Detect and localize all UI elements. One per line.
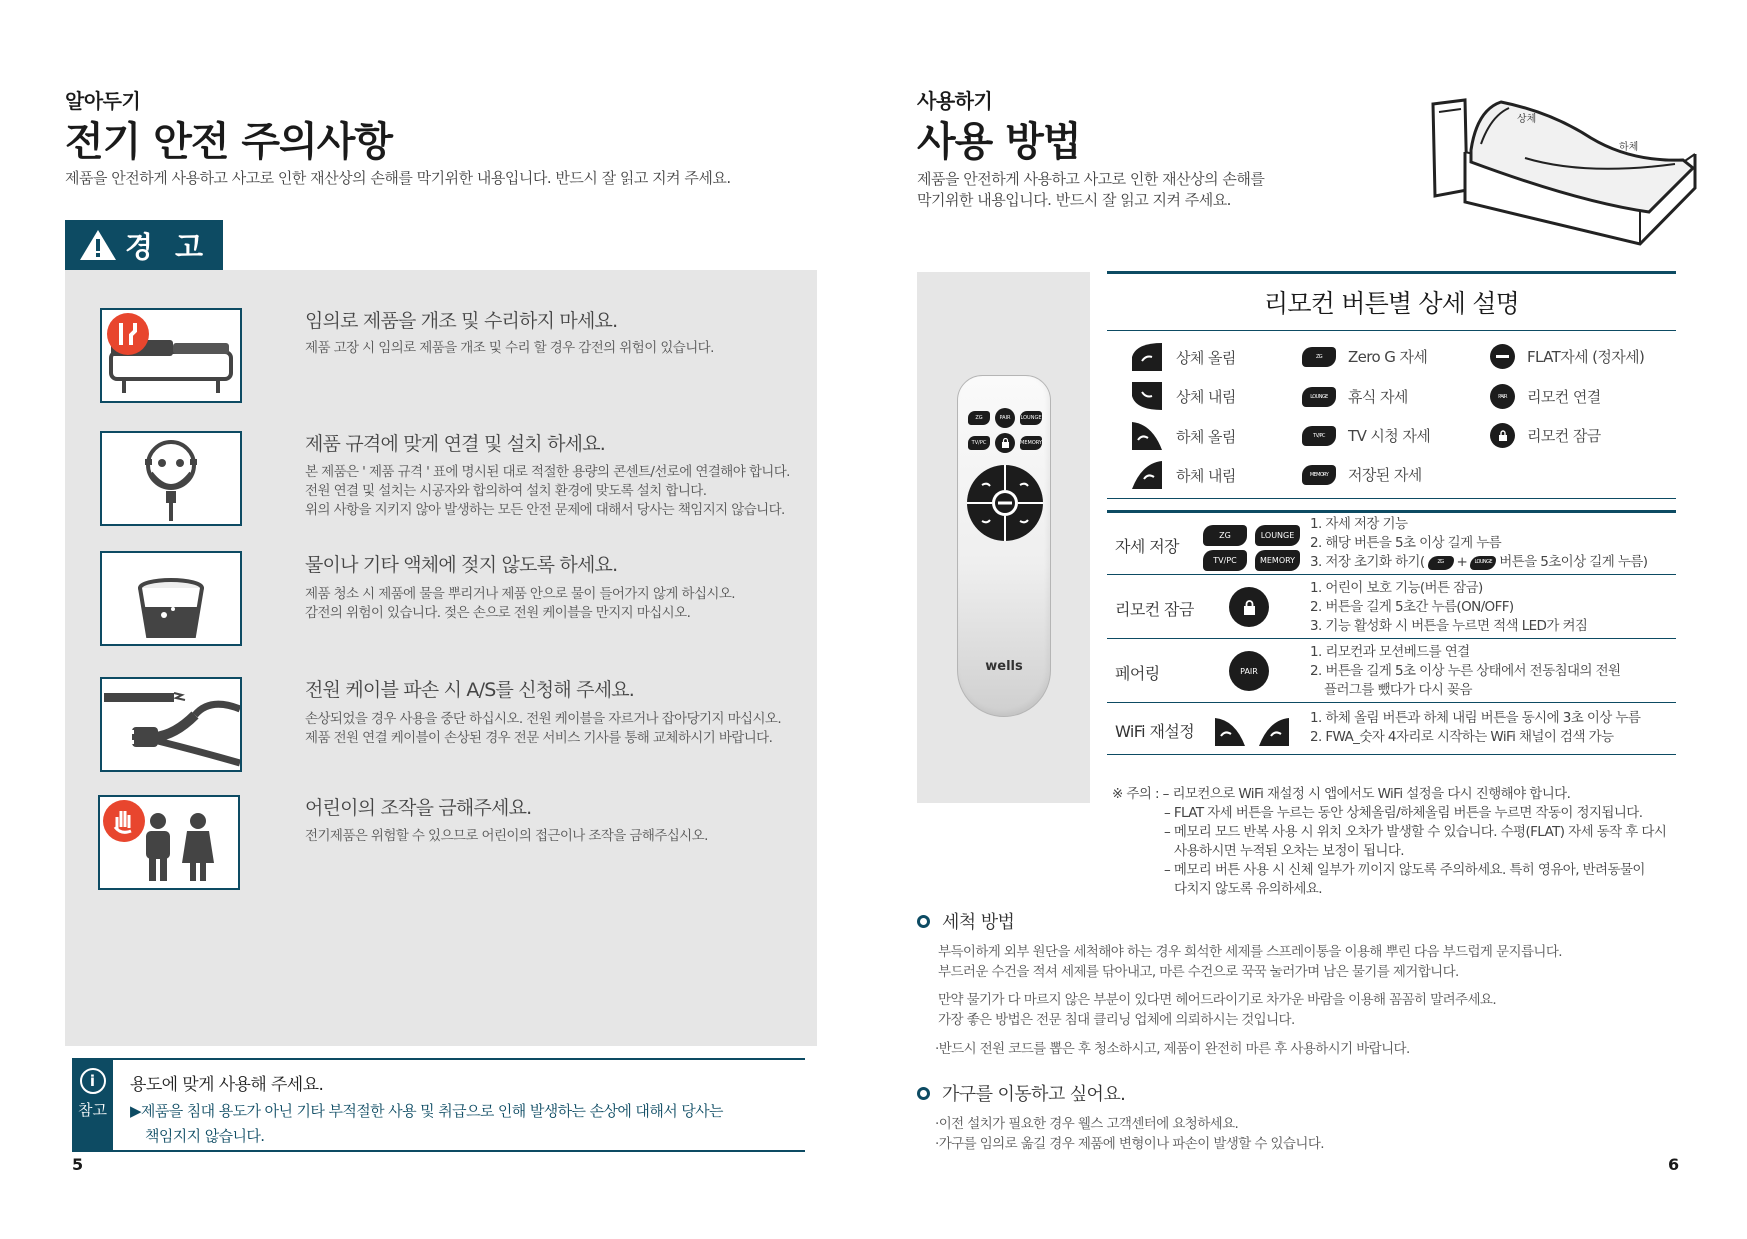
remote-brand: wells bbox=[985, 659, 1023, 674]
function-row bbox=[1107, 513, 1676, 575]
bed-label-lower: 하체 bbox=[1619, 142, 1639, 153]
no-children-icon bbox=[98, 795, 240, 890]
warning-body bbox=[305, 585, 805, 623]
warning-line: 전원 연결 및 설치는 시공자와 합의하여 설치 환경에 맞도록 설치 합니다. bbox=[305, 483, 707, 499]
warning-line: 전기제품은 위험할 수 있으므로 어린이의 접근이나 조작을 금해주십시오. bbox=[305, 828, 708, 844]
moving-line: ·가구를 임의로 옮길 경우 제품에 변형이나 파손이 발생할 수 있습니다. bbox=[935, 1136, 1324, 1152]
button-desc-item bbox=[1130, 341, 1236, 373]
warning-line: 제품 청소 시 제품에 물을 뿌리거나 제품 안으로 물이 들어가지 않게 하십시오. bbox=[305, 586, 735, 602]
remote-lock-button[interactable] bbox=[995, 433, 1015, 453]
plus-sign: + bbox=[1456, 554, 1468, 570]
section-label: 알아두기 bbox=[65, 89, 141, 113]
function-line: 2. 버튼을 길게 5초간 누름(ON/OFF) bbox=[1310, 599, 1514, 615]
zg-button-icon: ZG bbox=[1428, 556, 1454, 570]
page-title: 전기 안전 주의사항 bbox=[65, 119, 392, 165]
button-desc-label: Zero G 자세 bbox=[1348, 348, 1428, 366]
tvpc-button-icon: TV/PC bbox=[1302, 426, 1336, 446]
note-line: 책임지지 않습니다. bbox=[145, 1127, 265, 1145]
button-desc-item bbox=[1130, 380, 1236, 412]
function-description bbox=[1310, 515, 1647, 572]
section-label: 사용하기 bbox=[917, 89, 993, 113]
warning-line: 본 제품은 ' 제품 규격 ' 표에 명시된 대로 적절한 용량의 콘센트/선로에 연결해야 합니다. bbox=[305, 464, 790, 480]
lower-body-up-icon bbox=[1213, 716, 1247, 748]
warning-body bbox=[305, 339, 805, 358]
page-title: 사용 방법 bbox=[917, 119, 1081, 165]
button-desc-item bbox=[1130, 459, 1236, 491]
function-description bbox=[1310, 709, 1640, 747]
button-desc-item bbox=[1490, 384, 1601, 409]
button-desc-label: 하체 내림 bbox=[1176, 466, 1236, 485]
page-number: 5 bbox=[72, 1155, 84, 1174]
page-number: 6 bbox=[1668, 1155, 1680, 1174]
remote-pair-button[interactable]: PAIR bbox=[995, 408, 1015, 428]
moving-heading-text: 가구를 이동하고 싶어요. bbox=[942, 1084, 1126, 1105]
lounge-button-icon: LOUNGE bbox=[1302, 387, 1336, 407]
cleaning-line: 만약 물기가 다 마르지 않은 부분이 있다면 헤어드라이기로 차가운 바람을 이용해 꼼꼼히 말려주세요. bbox=[938, 992, 1497, 1008]
button-desc-label: 저장된 자세 bbox=[1348, 466, 1422, 484]
warning-line: 제품 전원 연결 케이블이 손상된 경우 전문 서비스 기사를 통해 교체하시기 바랍니다. bbox=[305, 730, 773, 746]
function-table bbox=[1107, 510, 1676, 755]
cleaning-line: 부드러운 수건을 적셔 세제를 닦아내고, 마른 수건으로 꾹꾹 눌러가며 남은 물기를 제거합니다. bbox=[938, 964, 1459, 980]
button-desc-item bbox=[1302, 425, 1430, 446]
function-line: 2. FWA_숫자 4자리로 시작하는 WiFi 채널이 검색 가능 bbox=[1310, 729, 1614, 745]
button-desc-label: 리모컨 연결 bbox=[1527, 388, 1601, 406]
warning-title: 전원 케이블 파손 시 A/S를 신청해 주세요. bbox=[305, 679, 635, 701]
note-line: ▶제품을 침대 용도가 아닌 기타 부적절한 사용 및 취급으로 인해 발생하는 손상에 대해서 당사는 bbox=[130, 1102, 723, 1120]
lower-body-up-icon bbox=[1130, 420, 1164, 452]
button-desc-label: 휴식 자세 bbox=[1348, 388, 1408, 406]
note-side-label: 참고 bbox=[78, 1101, 107, 1119]
remote-zg-button[interactable]: ZG bbox=[968, 411, 990, 425]
button-desc-item bbox=[1490, 344, 1644, 369]
note-body bbox=[130, 1099, 760, 1149]
warning-title: 어린이의 조작을 금해주세요. bbox=[305, 797, 532, 819]
flat-button-icon bbox=[1490, 344, 1515, 369]
remote-control bbox=[957, 375, 1051, 717]
table-title: 리모컨 버튼별 상세 설명 bbox=[1107, 271, 1676, 331]
remote-panel bbox=[917, 272, 1090, 803]
button-desc-label: 하체 올림 bbox=[1176, 427, 1236, 446]
function-description bbox=[1310, 643, 1620, 700]
lower-body-down-icon bbox=[1130, 459, 1164, 491]
warning-body bbox=[305, 463, 805, 520]
cleaning-note: ·반드시 전원 코드를 뽑은 후 청소하시고, 제품이 완전히 마른 후 사용하시기 바랍니다. bbox=[935, 1041, 1410, 1057]
no-disassembly-icon bbox=[100, 308, 242, 403]
function-label: 자세 저장 bbox=[1115, 537, 1179, 556]
damaged-cable-icon bbox=[100, 677, 242, 772]
button-desc-label: 상체 올림 bbox=[1176, 348, 1236, 367]
button-desc-label: 상체 내림 bbox=[1176, 387, 1236, 406]
cleaning-line: 부득이하게 외부 원단을 세척해야 하는 경우 희석한 세제를 스프레이통을 이용해 뿌린 다음 부드럽게 문지릅니다. bbox=[938, 944, 1562, 960]
button-desc-item bbox=[1302, 386, 1408, 407]
remote-dpad[interactable] bbox=[965, 463, 1045, 543]
cleaning-paragraph bbox=[938, 942, 1562, 982]
warning-title: 물이나 기타 액체에 젖지 않도록 하세요. bbox=[305, 554, 618, 576]
cleaning-heading-text: 세척 방법 bbox=[942, 912, 1015, 933]
lock-button-icon bbox=[1229, 587, 1269, 627]
function-line-text: 버튼을 5초이상 길게 누름) bbox=[1499, 554, 1648, 570]
caution-line: – FLAT 자세 버튼을 누르는 동안 상체올림/하체올림 버튼을 누르면 작동이 정지됩니다. bbox=[1164, 805, 1643, 821]
function-label: WiFi 재설정 bbox=[1115, 722, 1195, 741]
function-line: 3. 기능 활성화 시 버튼을 누르면 적색 LED가 켜짐 bbox=[1310, 618, 1588, 634]
warning-line: 감전의 위험이 있습니다. 젖은 손으로 전원 케이블을 만지지 마십시오. bbox=[305, 605, 691, 621]
reference-note bbox=[72, 1058, 805, 1152]
moving-heading bbox=[917, 1080, 1125, 1106]
caution-line: ※ 주의 : – 리모컨으로 WiFi 재설정 시 앱에서도 WiFi 설정을 다시 진행해야 합니다. bbox=[1112, 786, 1571, 802]
warning-body bbox=[305, 710, 805, 748]
memory-button-icon: MEMORY bbox=[1255, 550, 1300, 571]
function-line: 2. 해당 버튼을 5초 이상 길게 누름 bbox=[1310, 535, 1502, 551]
bullet-ring-icon bbox=[917, 915, 930, 928]
tvpc-button-icon: TV/PC bbox=[1203, 550, 1247, 571]
pair-button-icon: PAIR bbox=[1229, 651, 1269, 691]
warning-title: 제품 규격에 맞게 연결 및 설치 하세요. bbox=[305, 433, 605, 455]
cleaning-heading bbox=[917, 908, 1014, 934]
button-desc-item bbox=[1302, 346, 1427, 367]
caution-line: 사용하시면 누적된 오차는 보정이 됩니다. bbox=[1174, 843, 1404, 859]
pair-button-icon: PAIR bbox=[1490, 384, 1515, 409]
function-line: 1. 하체 올림 버튼과 하체 내림 버튼을 동시에 3초 이상 누름 bbox=[1310, 710, 1641, 726]
intro-text: 제품을 안전하게 사용하고 사고로 인한 재산상의 손해를 막기위한 내용입니다. 반드시 잘 읽고 지켜 주세요. bbox=[65, 169, 731, 187]
function-label: 리모컨 잠금 bbox=[1115, 600, 1194, 619]
cleaning-line: 가장 좋은 방법은 전문 침대 클리닝 업체에 의뢰하시는 것입니다. bbox=[938, 1012, 1295, 1028]
remote-lounge-button[interactable]: LOUNGE bbox=[1020, 411, 1042, 425]
button-desc-label: 리모컨 잠금 bbox=[1527, 427, 1601, 445]
lounge-button-icon: LOUNGE bbox=[1470, 556, 1496, 570]
lower-body-down-icon bbox=[1257, 716, 1291, 748]
warning-title: 임의로 제품을 개조 및 수리하지 마세요. bbox=[305, 310, 618, 332]
zg-button-icon: ZG bbox=[1203, 525, 1247, 546]
note-sidebar bbox=[72, 1060, 113, 1150]
function-row bbox=[1107, 575, 1676, 639]
intro-line: 막기위한 내용입니다. 반드시 잘 읽고 지켜 주세요. bbox=[917, 191, 1231, 209]
caution-notes bbox=[1112, 785, 1712, 899]
warning-tab bbox=[65, 220, 223, 270]
warning-label: 경 고 bbox=[124, 229, 210, 264]
button-desc-item bbox=[1130, 420, 1236, 452]
function-line: 1. 리모컨과 모션베드를 연결 bbox=[1310, 644, 1470, 660]
water-cup-icon bbox=[100, 551, 242, 646]
caution-line: – 메모리 모드 반복 사용 시 위치 오차가 발생할 수 있습니다. 수평(FLAT) 자세 동작 후 다시 bbox=[1164, 824, 1667, 840]
warning-body bbox=[305, 827, 805, 846]
moving-line: ·이전 설치가 필요한 경우 웰스 고객센터에 요청하세요. bbox=[935, 1116, 1239, 1132]
function-label: 페어링 bbox=[1115, 664, 1160, 683]
button-desc-item bbox=[1302, 464, 1422, 485]
button-desc-label: FLAT자세 (정자세) bbox=[1527, 348, 1645, 366]
motion-bed-illustration bbox=[1425, 92, 1705, 254]
caution-line: – 메모리 버튼 사용 시 신체 일부가 끼이지 않도록 주의하세요. 특히 영유아, 반려동물이 bbox=[1164, 862, 1645, 878]
function-line: 1. 어린이 보호 기능(버튼 잠금) bbox=[1310, 580, 1483, 596]
caution-line: 다치지 않도록 유의하세요. bbox=[1174, 881, 1322, 897]
button-descriptions bbox=[1107, 333, 1676, 499]
function-description bbox=[1310, 579, 1587, 636]
zg-button-icon: ZG bbox=[1302, 347, 1336, 367]
intro-text bbox=[917, 169, 1264, 211]
lock-button-icon bbox=[1490, 423, 1515, 448]
function-line: 플러그를 뺐다가 다시 꽂음 bbox=[1324, 682, 1472, 698]
lounge-button-icon: LOUNGE bbox=[1255, 525, 1300, 546]
function-line-text: 3. 저장 초기화 하기( bbox=[1310, 554, 1425, 570]
upper-body-down-icon bbox=[1130, 380, 1164, 412]
note-title: 용도에 맞게 사용해 주세요. bbox=[130, 1075, 324, 1095]
cleaning-paragraph bbox=[938, 990, 1496, 1030]
function-row bbox=[1107, 639, 1676, 703]
warning-line: 위의 사항을 지키지 않아 발생하는 모든 안전 문제에 대해서 당사는 책임지지 않습니다. bbox=[305, 502, 785, 518]
warning-line: 제품 고장 시 임의로 제품을 개조 및 수리 할 경우 감전의 위험이 있습니다. bbox=[305, 340, 714, 356]
upper-body-up-icon bbox=[1130, 341, 1164, 373]
button-desc-item bbox=[1490, 423, 1601, 448]
function-line: 2. 버튼을 길게 5초 이상 누른 상태에서 전동침대의 전원 bbox=[1310, 663, 1621, 679]
bed-label-upper: 상체 bbox=[1517, 114, 1537, 125]
info-icon: i bbox=[80, 1068, 106, 1094]
function-row bbox=[1107, 703, 1676, 755]
intro-line: 제품을 안전하게 사용하고 사고로 인한 재산상의 손해를 bbox=[917, 170, 1265, 188]
function-line bbox=[1310, 553, 1647, 572]
remote-memory-button[interactable]: MEMORY bbox=[1020, 436, 1042, 450]
warning-line: 손상되었을 경우 사용을 중단 하십시오. 전원 케이블을 자르거나 잡아당기지 마십시오. bbox=[305, 711, 782, 727]
lock-icon bbox=[1001, 438, 1010, 448]
plug-icon bbox=[100, 431, 242, 526]
button-desc-label: TV 시청 자세 bbox=[1348, 427, 1431, 445]
bullet-ring-icon bbox=[917, 1087, 930, 1100]
memory-button-icon: MEMORY bbox=[1302, 465, 1336, 485]
remote-tvpc-button[interactable]: TV/PC bbox=[968, 436, 990, 450]
warning-triangle-icon bbox=[79, 228, 117, 262]
moving-paragraph bbox=[935, 1114, 1324, 1154]
function-line: 1. 자세 저장 기능 bbox=[1310, 516, 1408, 532]
